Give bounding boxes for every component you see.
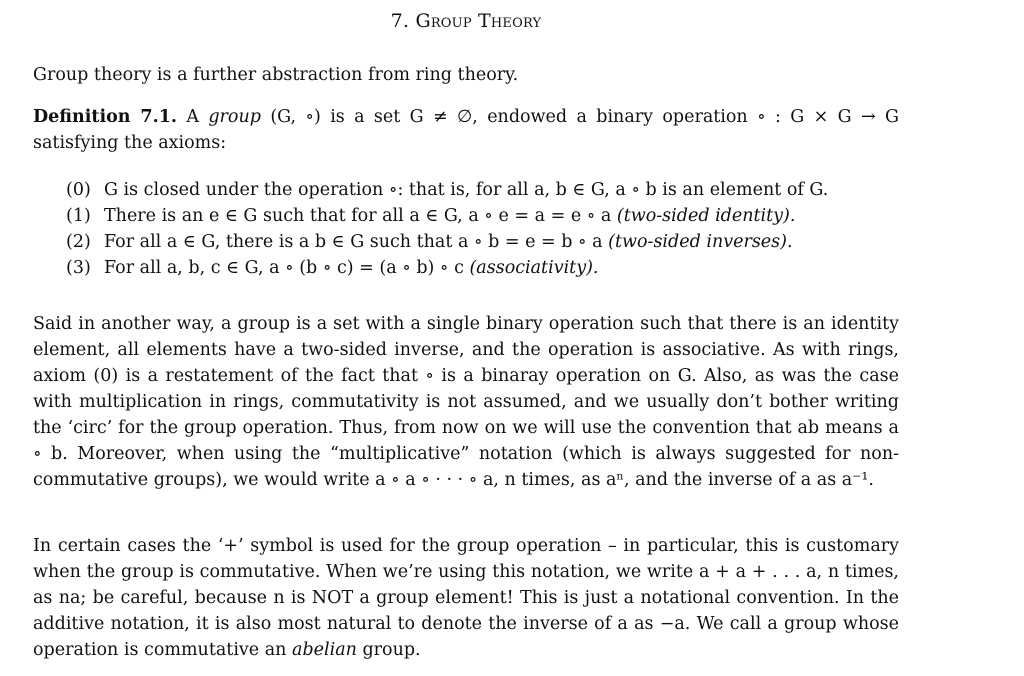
axiom-number: (3) — [66, 258, 91, 278]
abelian-term: abelian — [292, 640, 357, 660]
definition-term: group — [208, 107, 261, 127]
definition-7-1 — [33, 104, 899, 156]
explanation-paragraph: Said in another way, a group is a set with a single binary operation such that there is an identity element, all elements have a two-sided inverse, and the operation is associative. As with rings, axiom (0) is a restatement of the fact that ∘ is a binaray operation on G. Also, as was the case with multiplication in rings, commutativity is not assumed, and we usually don’t bother writing the ‘circ’ for the group operation. Thus, from now on we will use the convention that ab means a ∘ b. Moreover, when using the “multiplicative” notation (which is always suggested for non-commutative groups), we would write a ∘ a ∘ · · · ∘ a, n times, as aⁿ, and the inverse of a as a⁻¹. — [33, 314, 899, 490]
axiom-text: For all a, b, c ∈ G, a ∘ (b ∘ c) = (a ∘ b) ∘ c — [104, 258, 464, 278]
axiom-item — [66, 255, 906, 281]
axiom-item — [66, 177, 906, 203]
axiom-note: (two-sided inverses). — [608, 232, 793, 252]
intro-paragraph: Group theory is a further abstraction from ring theory. — [33, 65, 519, 85]
axiom-note: (associativity). — [469, 258, 599, 278]
axiom-number: (0) — [66, 180, 91, 200]
axiom-list — [66, 177, 906, 281]
additive-end: group. — [362, 640, 421, 660]
section-heading — [33, 10, 899, 32]
definition-label: Definition 7.1. — [33, 107, 177, 127]
axiom-item — [66, 229, 906, 255]
additive-text: In certain cases the ‘+’ symbol is used for the group operation – in particular, this is customary when the group is commutative. When we’re using this notation, we write a + a + . . . a, n times, as na; be careful, because n is NOT a group element! This is just a notational convention. In the additive notation, it is also most natural to denote the inverse of a as −a. We call a group whose operation is commutative an — [33, 536, 899, 660]
axiom-note: (two-sided identity). — [616, 206, 796, 226]
axiom-number: (1) — [66, 206, 91, 226]
definition-lead: A — [186, 107, 199, 127]
additive-notation-paragraph — [33, 533, 899, 663]
axiom-text: For all a ∈ G, there is a b ∈ G such that a ∘ b = e = b ∘ a — [104, 232, 603, 252]
section-number: 7. — [390, 10, 410, 32]
axiom-number: (2) — [66, 232, 91, 252]
axiom-item — [66, 203, 906, 229]
section-title: Group Theory — [415, 10, 542, 32]
axiom-text: G is closed under the operation ∘: that is, for all a, b ∈ G, a ∘ b is an element of G. — [104, 180, 829, 200]
axiom-text: There is an e ∈ G such that for all a ∈ G, a ∘ e = a = e ∘ a — [104, 206, 612, 226]
definition-body: (G, ∘) is a set G ≠ ∅, endowed a binary operation ∘ : G × G → G satisfying the axioms: — [33, 107, 899, 153]
